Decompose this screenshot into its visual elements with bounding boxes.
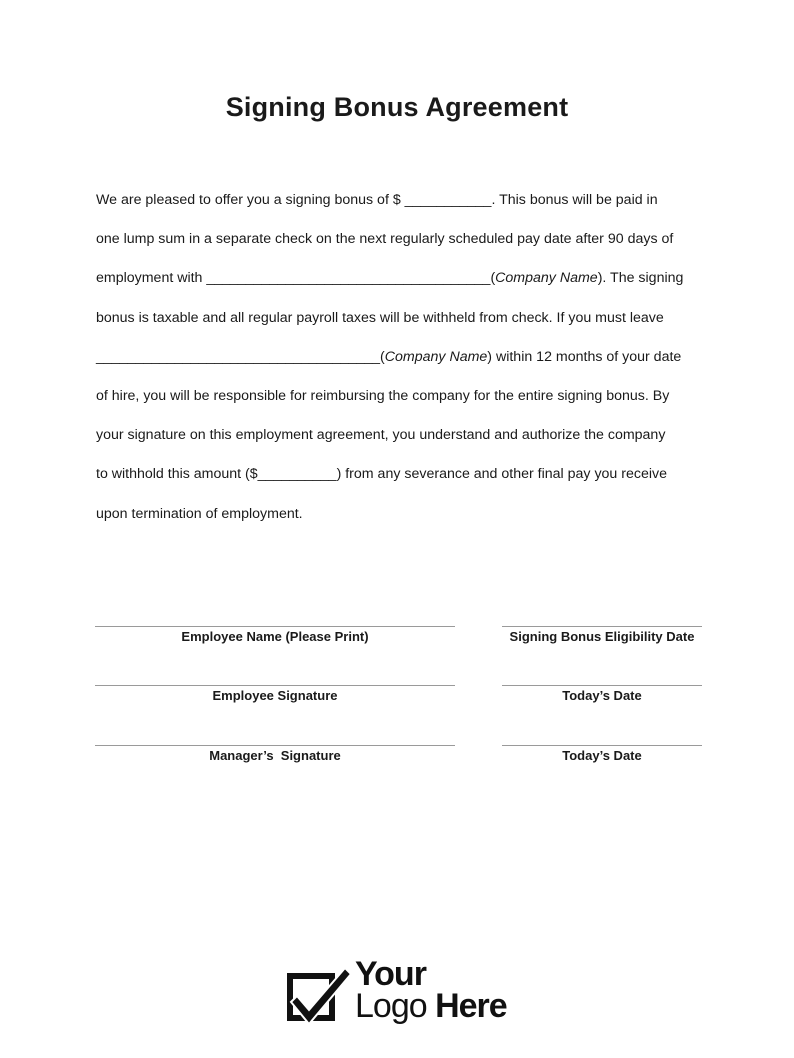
todays-date-label: Today’s Date — [562, 748, 642, 763]
todays-date-label: Today’s Date — [562, 688, 642, 703]
eligibility-date-line — [502, 626, 702, 627]
paragraph-line: upon termination of employment. — [96, 505, 303, 522]
todays-date-line — [502, 745, 702, 746]
employee-name-label: Employee Name (Please Print) — [181, 629, 369, 644]
paragraph-text: ____________________________________( — [96, 348, 385, 365]
manager-signature-label: Manager’s Signature — [209, 748, 341, 763]
paragraph-line: We are pleased to offer you a signing bonus of $ ___________. This bonus will be paid in — [96, 192, 658, 208]
logo-line-2 — [355, 987, 507, 1025]
logo-word-here: Here — [435, 987, 507, 1025]
eligibility-date-label: Signing Bonus Eligibility Date — [509, 629, 695, 644]
paragraph-text: ) within 12 months of your date — [487, 348, 682, 365]
logo-word-logo: Logo — [355, 987, 427, 1025]
paragraph-line: of hire, you will be responsible for reimbursing the company for the entire signing bonus. By — [96, 388, 670, 405]
company-logo — [287, 955, 517, 1032]
paragraph-line — [96, 259, 708, 298]
employee-signature-line — [95, 685, 455, 686]
paragraph-text: ). The signing — [597, 270, 684, 287]
logo-wordmark — [355, 955, 507, 1025]
logo-line-1: Your — [355, 955, 426, 993]
paragraph-line — [96, 338, 708, 377]
manager-signature-line — [95, 745, 455, 746]
document-title: Signing Bonus Agreement — [225, 92, 569, 122]
paragraph-line: your signature on this employment agreement, you understand and authorize the company — [96, 427, 666, 444]
paragraph-line: bonus is taxable and all regular payroll taxes will be withheld from check. If you must leave — [96, 309, 664, 326]
paragraph-text: employment with ____________________________________( — [96, 270, 496, 287]
employee-signature-label: Employee Signature — [212, 688, 338, 703]
employee-name-line — [95, 626, 455, 627]
todays-date-line — [502, 685, 702, 686]
checkbox-check-icon — [287, 966, 353, 1024]
agreement-paragraph — [96, 181, 708, 534]
company-name-placeholder: Company Name — [495, 270, 598, 287]
paragraph-line: one lump sum in a separate check on the next regularly scheduled pay date after 90 days of — [96, 231, 674, 248]
paragraph-line: to withhold this amount ($__________) from any severance and other final pay you receive — [96, 466, 667, 483]
company-name-placeholder: Company Name — [384, 348, 488, 365]
